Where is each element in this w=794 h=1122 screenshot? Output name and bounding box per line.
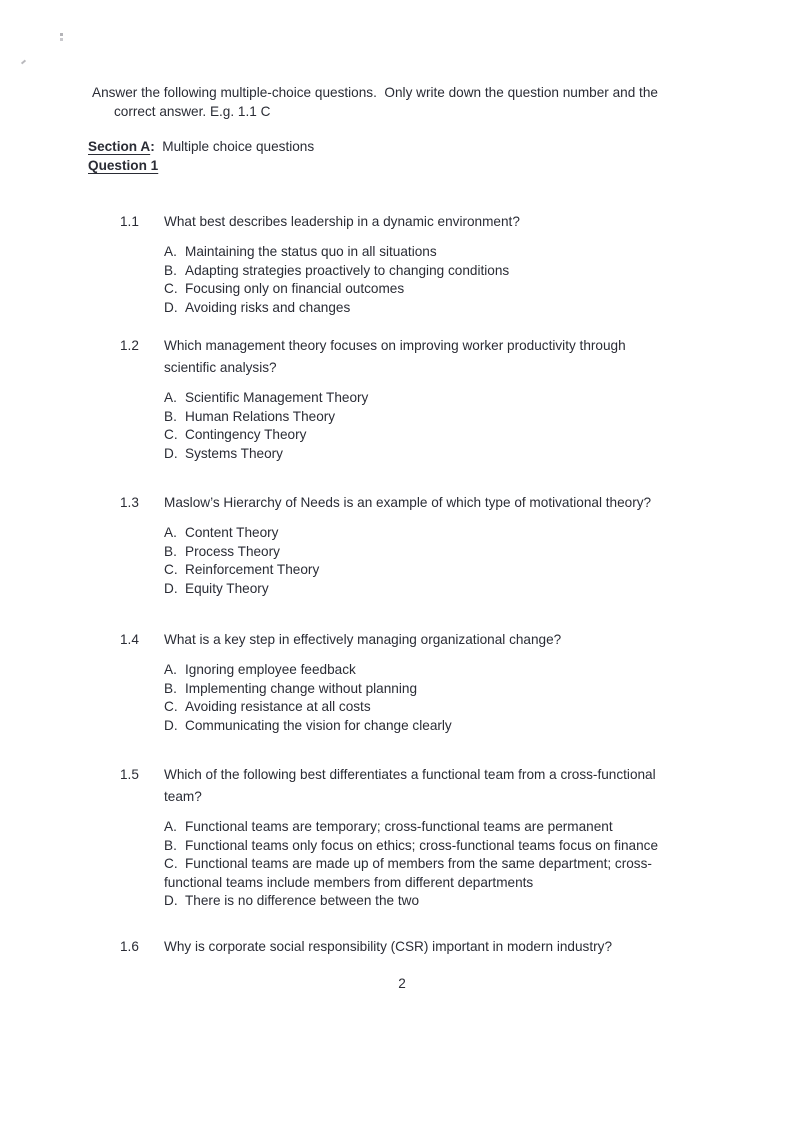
- option-letter: C.: [164, 856, 178, 871]
- option-letter: D.: [164, 580, 178, 596]
- question-heading: Question 1: [88, 158, 159, 173]
- question-row: [120, 936, 612, 958]
- option-letter: C.: [164, 427, 178, 442]
- headings: [88, 137, 314, 175]
- option-d: [164, 892, 658, 911]
- option-text: Maintaining the status quo in all situations: [185, 244, 437, 259]
- question-1-6: [120, 936, 612, 958]
- instructions: [92, 83, 658, 121]
- option-letter: C.: [164, 562, 178, 577]
- option-letter: A.: [164, 244, 177, 259]
- question-number: 1.2: [120, 338, 139, 353]
- option-text: Scientific Management Theory: [185, 390, 369, 405]
- option-letter: D.: [164, 445, 178, 461]
- scan-speck: [21, 60, 26, 65]
- option-text: Contingency Theory: [185, 427, 307, 442]
- option-letter: B.: [164, 408, 177, 424]
- option-letter: A.: [164, 819, 177, 834]
- option-c: [164, 426, 626, 445]
- option-letter: C.: [164, 281, 178, 296]
- question-1-3: [120, 492, 651, 598]
- option-text: Systems Theory: [185, 445, 283, 461]
- question-row: [120, 211, 520, 233]
- option-text: Focusing only on financial outcomes: [185, 281, 405, 296]
- option-text: Avoiding resistance at all costs: [185, 699, 371, 714]
- question-number: 1.6: [120, 939, 139, 954]
- option-letter: B.: [164, 262, 177, 278]
- option-c-continued: functional teams include members from different departments: [164, 874, 534, 890]
- option-text: Communicating the vision for change clearly: [185, 717, 452, 733]
- option-text: Human Relations Theory: [185, 408, 336, 424]
- options-list: [164, 818, 658, 911]
- option-c: [164, 855, 658, 874]
- option-letter: C.: [164, 699, 178, 714]
- option-letter: B.: [164, 680, 177, 696]
- question-text: What is a key step in effectively managing organizational change?: [164, 632, 562, 647]
- option-b: [164, 837, 658, 856]
- option-letter: D.: [164, 893, 178, 908]
- option-c: [164, 561, 651, 580]
- option-text: Equity Theory: [185, 580, 269, 596]
- option-text: Implementing change without planning: [185, 680, 418, 696]
- option-d: [164, 717, 561, 736]
- option-c: [164, 280, 520, 299]
- option-text: Content Theory: [185, 525, 279, 540]
- option-text: Adapting strategies proactively to changing conditions: [185, 262, 510, 278]
- option-a: [164, 243, 520, 262]
- option-text: Functional teams only focus on ethics; cross-functional teams focus on finance: [185, 837, 659, 853]
- scan-speck: [60, 33, 63, 36]
- option-letter: D.: [164, 299, 178, 315]
- question-number: 1.3: [120, 495, 139, 510]
- option-d: [164, 580, 651, 599]
- option-text: Functional teams are made up of members from the same department; cross-: [185, 856, 652, 871]
- page-number: 2: [398, 976, 406, 991]
- option-d: [164, 445, 626, 464]
- option-c: [164, 698, 561, 717]
- option-text: There is no difference between the two: [185, 893, 420, 908]
- option-letter: D.: [164, 717, 178, 733]
- question-text: Maslow’s Hierarchy of Needs is an example of which type of motivational theory?: [164, 495, 652, 510]
- option-letter: B.: [164, 543, 177, 559]
- question-1-5: [120, 764, 658, 911]
- option-b: [164, 262, 520, 281]
- question-text: Which of the following best differentiates a functional team from a cross-functional team?: [164, 767, 656, 804]
- question-row: [120, 335, 626, 379]
- option-b: [164, 543, 651, 562]
- option-letter: A.: [164, 525, 177, 540]
- section-colon: :: [150, 139, 155, 154]
- section-label: Section A: [88, 139, 151, 154]
- options-list: [164, 243, 520, 317]
- question-row: [120, 764, 658, 808]
- question-1-1: [120, 211, 520, 317]
- option-text: Functional teams are temporary; cross-functional teams are permanent: [185, 819, 613, 834]
- option-text: Process Theory: [185, 543, 280, 559]
- option-d: [164, 299, 520, 318]
- question-text: Which management theory focuses on improving worker productivity through scientific analysis?: [164, 338, 626, 375]
- question-number: 1.4: [120, 632, 139, 647]
- option-letter: A.: [164, 662, 177, 677]
- options-list: [164, 389, 626, 463]
- option-a: [164, 524, 651, 543]
- option-b: [164, 408, 626, 427]
- instructions-line: Answer the following multiple-choice questions. Only write down the question number and the: [92, 85, 658, 100]
- option-text: Ignoring employee feedback: [185, 662, 356, 677]
- option-letter: A.: [164, 390, 177, 405]
- question-row: [120, 629, 561, 651]
- option-a: [164, 818, 658, 837]
- option-a: [164, 389, 626, 408]
- section-heading: [88, 137, 314, 156]
- options-list: [164, 524, 651, 598]
- option-b: [164, 680, 561, 699]
- question-number: 1.1: [120, 214, 139, 229]
- question-1-2: [120, 335, 626, 463]
- instructions-line: correct answer. E.g. 1.1 C: [114, 104, 271, 119]
- options-list: [164, 661, 561, 735]
- option-text: Reinforcement Theory: [185, 562, 320, 577]
- section-title: Multiple choice questions: [154, 139, 315, 154]
- option-letter: B.: [164, 837, 177, 853]
- question-text: Why is corporate social responsibility (CSR) important in modern industry?: [164, 939, 613, 954]
- question-1-4: [120, 629, 561, 735]
- question-text: What best describes leadership in a dynamic environment?: [164, 214, 520, 229]
- question-row: [120, 492, 651, 514]
- option-text: Avoiding risks and changes: [185, 299, 351, 315]
- option-a: [164, 661, 561, 680]
- question-number: 1.5: [120, 767, 139, 782]
